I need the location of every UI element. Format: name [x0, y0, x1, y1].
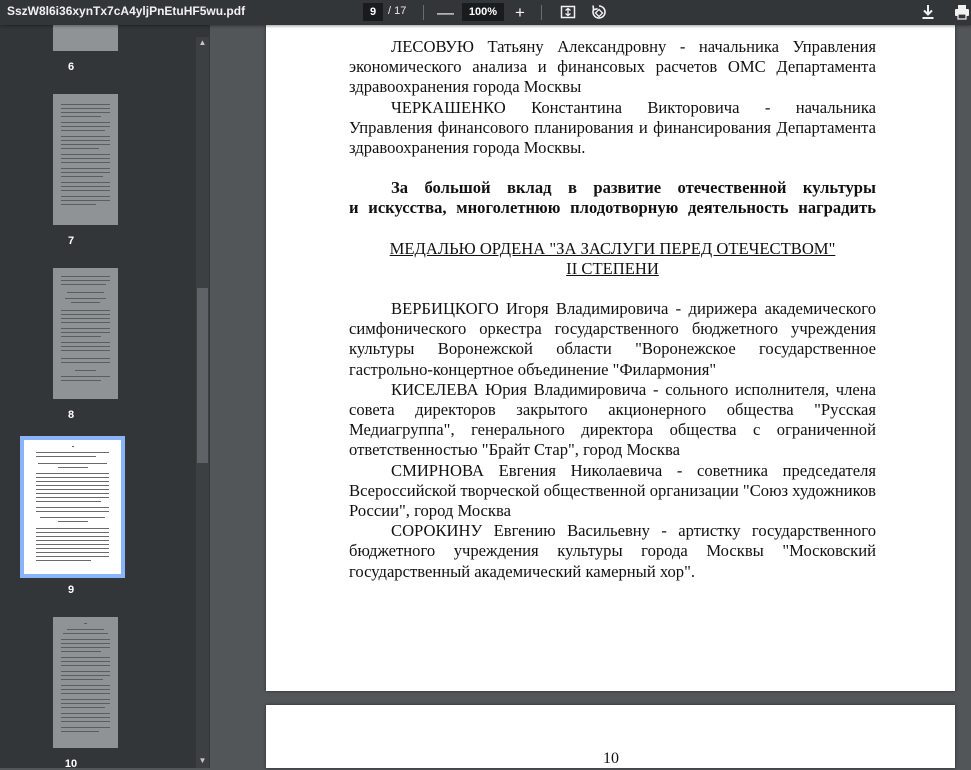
award-title: МЕДАЛЬЮ ОРДЕНА "ЗА ЗАСЛУГИ ПЕРЕД ОТЕЧЕСТВОМ" — [389, 238, 836, 258]
toolbar-divider — [423, 5, 424, 20]
section-heading: За большой вклад в развитие отечественной культуры — [391, 178, 876, 198]
zoom-level-input[interactable]: 100% — [462, 3, 504, 21]
zoom-out-button[interactable]: — — [437, 3, 454, 22]
page-thumbnail-label: 8 — [67, 409, 75, 421]
fit-page-icon[interactable] — [559, 3, 577, 21]
document-paragraph: ЛЕСОВУЮ Татьяну Александровну - начальника Управления экономического анализа и финансовых расчетов ОМС Департамента здравоохранения города Москвы — [349, 37, 876, 97]
page-thumbnail-label: 6 — [67, 61, 75, 73]
page-thumbnail[interactable] — [53, 617, 118, 748]
page-number: 10 — [603, 750, 619, 767]
sidebar-scrollbar-thumb[interactable] — [197, 288, 208, 463]
scroll-down-arrow-icon[interactable]: ▼ — [198, 756, 207, 765]
page-thumbnail[interactable] — [53, 94, 118, 225]
zoom-in-button[interactable]: + — [515, 3, 525, 22]
pdf-toolbar — [0, 0, 971, 25]
document-paragraph: КИСЕЛЕВА Юрия Владимировича - сольного исполнителя, члена совета директоров закрытого акционерного общества "Русская Медиагруппа", генерального директора общества с ограниченной ответственностью "Брайт Стар", город Москва — [349, 379, 876, 460]
section-heading: и искусства, многолетнюю плодотворную деятельность наградить — [349, 198, 876, 218]
page-thumbnail[interactable] — [53, 268, 118, 399]
document-paragraph: ВЕРБИЦКОГО Игоря Владимировича - дирижера академического симфонического оркестра государственного бюджетного учреждения культуры Воронежской области "Воронежское государственное гастрольно-концертное объединение "Филармония" — [349, 299, 876, 379]
page-thumbnail-label: 9 — [67, 584, 75, 596]
download-icon[interactable] — [919, 3, 937, 21]
rotate-icon[interactable] — [590, 3, 608, 21]
page-number-input[interactable]: 9 — [363, 3, 383, 21]
print-icon[interactable] — [953, 3, 971, 21]
total-pages: / 17 — [388, 5, 407, 17]
page-thumbnail-label: 10 — [64, 758, 78, 770]
document-paragraph: ЧЕРКАШЕНКО Константина Викторовича - начальника Управления финансового планирования и финансирования Департамента здравоохранения города Москвы. — [349, 97, 876, 158]
document-paragraph: СОРОКИНУ Евгению Васильевну - артистку государственного бюджетного учреждения культуры города Москвы "Московский государственный академический камерный хор". — [349, 521, 876, 581]
document-paragraph: СМИРНОВА Евгения Николаевича - советника председателя Всероссийской творческой общественной организации "Союз художников России", город Москва — [349, 460, 876, 521]
page-thumbnail-label: 7 — [67, 235, 75, 247]
file-title: SszW8l6i36xynTx7cA4yljPnEtuHF5wu.pdf — [7, 4, 246, 18]
toolbar-divider — [541, 5, 542, 20]
page-content — [349, 37, 876, 582]
page-thumbnail[interactable] — [53, 25, 118, 51]
page-thumbnail-selected[interactable] — [24, 440, 121, 574]
award-degree: II СТЕПЕНИ — [566, 258, 659, 278]
scroll-up-arrow-icon[interactable]: ▲ — [198, 38, 207, 47]
